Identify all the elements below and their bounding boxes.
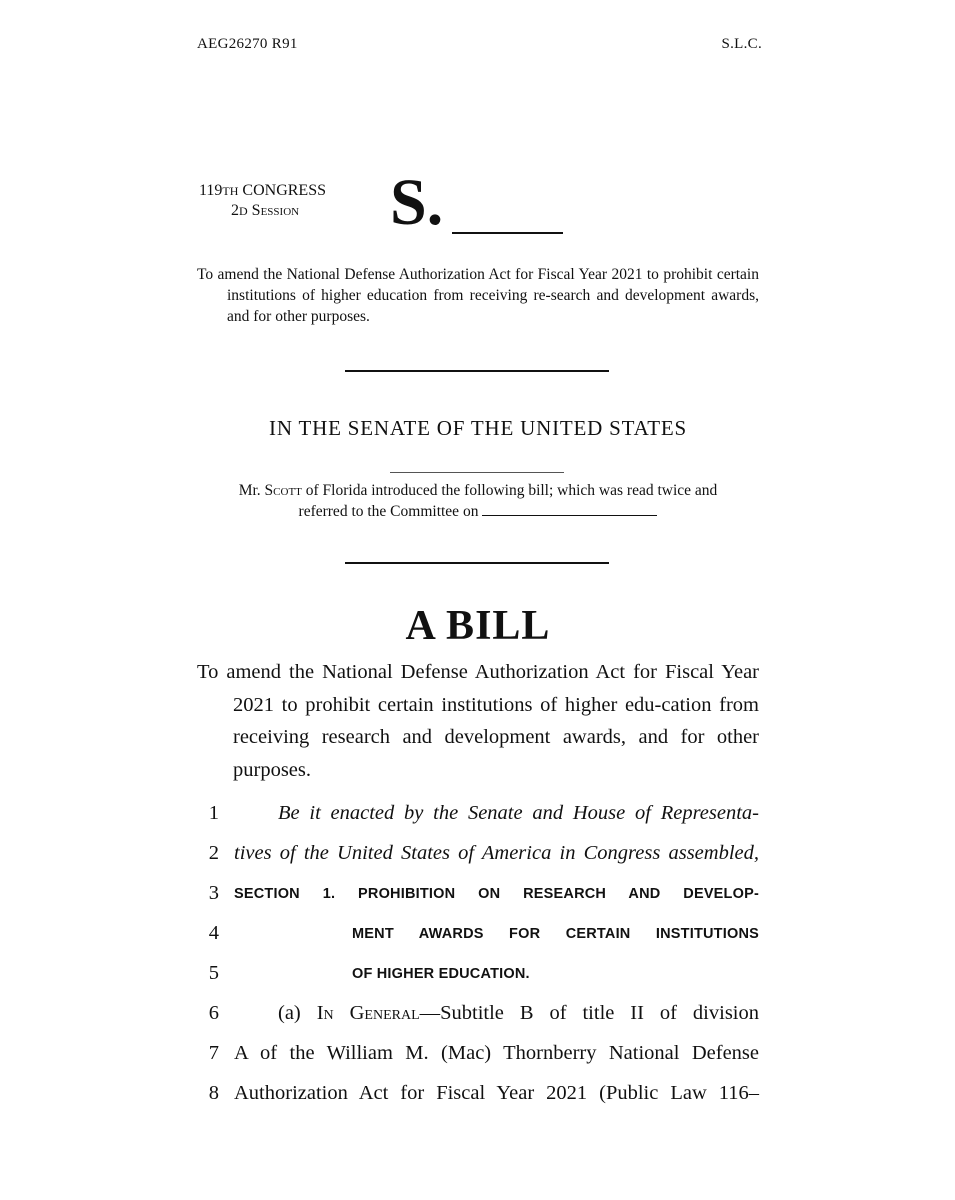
body-text-line: Authorization Act for Fiscal Year 2021 (Public Law 116– bbox=[234, 1082, 759, 1104]
section-heading-line: OF HIGHER EDUCATION. bbox=[352, 966, 530, 982]
line-number: 8 bbox=[208, 1082, 219, 1104]
subsection-line: (a) In General—Subtitle B of title II of division bbox=[278, 1002, 759, 1024]
subsection-heading: In General bbox=[316, 1002, 420, 1024]
bill-prefix: S. bbox=[390, 166, 444, 239]
sponsor-name: Scott bbox=[264, 482, 302, 499]
short-divider-rule bbox=[390, 472, 564, 473]
congress-line: 119TH CONGRESS bbox=[199, 182, 326, 199]
divider-rule bbox=[345, 562, 609, 564]
line-number: 5 bbox=[208, 962, 219, 984]
bill-number-blank bbox=[452, 232, 563, 234]
long-title: To amend the National Defense Authorization Act for Fiscal Year 2021 to prohibit certain institutions of higher edu-cation from receiving research and development awards, and for other purposes. bbox=[197, 661, 759, 781]
document-id: AEG26270 R91 bbox=[197, 36, 298, 52]
section-heading-line: SECTION 1. PROHIBITION ON RESEARCH AND DEVELOP- bbox=[234, 886, 759, 902]
introduction-statement bbox=[197, 480, 759, 522]
line-number: 1 bbox=[208, 802, 219, 824]
section-heading-line: MENT AWARDS FOR CERTAIN INSTITUTIONS bbox=[352, 926, 759, 942]
chamber-heading: IN THE SENATE OF THE UNITED STATES bbox=[269, 416, 687, 440]
line-number: 7 bbox=[208, 1042, 219, 1064]
short-title: To amend the National Defense Authorization Act for Fiscal Year 2021 to prohibit certain institutions of higher education from receiving re-search and development awards, and for other purposes. bbox=[197, 266, 759, 325]
committee-blank bbox=[482, 503, 657, 516]
bill-heading: A BILL bbox=[405, 603, 551, 649]
line-number: 6 bbox=[208, 1002, 219, 1024]
enacting-clause-line: Be it enacted by the Senate and House of Representa- bbox=[278, 802, 759, 824]
enacting-clause-line: tives of the United States of America in Congress assembled, bbox=[234, 842, 759, 864]
session-line: 2D Session bbox=[231, 202, 300, 219]
body-text-line: A of the William M. (Mac) Thornberry National Defense bbox=[234, 1042, 759, 1064]
introduction-line-1: Mr. Scott of Florida introduced the following bill; which was read twice and bbox=[238, 482, 718, 499]
line-number: 4 bbox=[208, 922, 219, 944]
introduction-line-2: referred to the Committee on bbox=[197, 501, 759, 522]
congress-session-caption bbox=[199, 181, 326, 221]
line-number: 2 bbox=[208, 842, 219, 864]
line-number: 3 bbox=[208, 882, 219, 904]
divider-rule bbox=[345, 370, 609, 372]
office-code: S.L.C. bbox=[721, 36, 762, 52]
